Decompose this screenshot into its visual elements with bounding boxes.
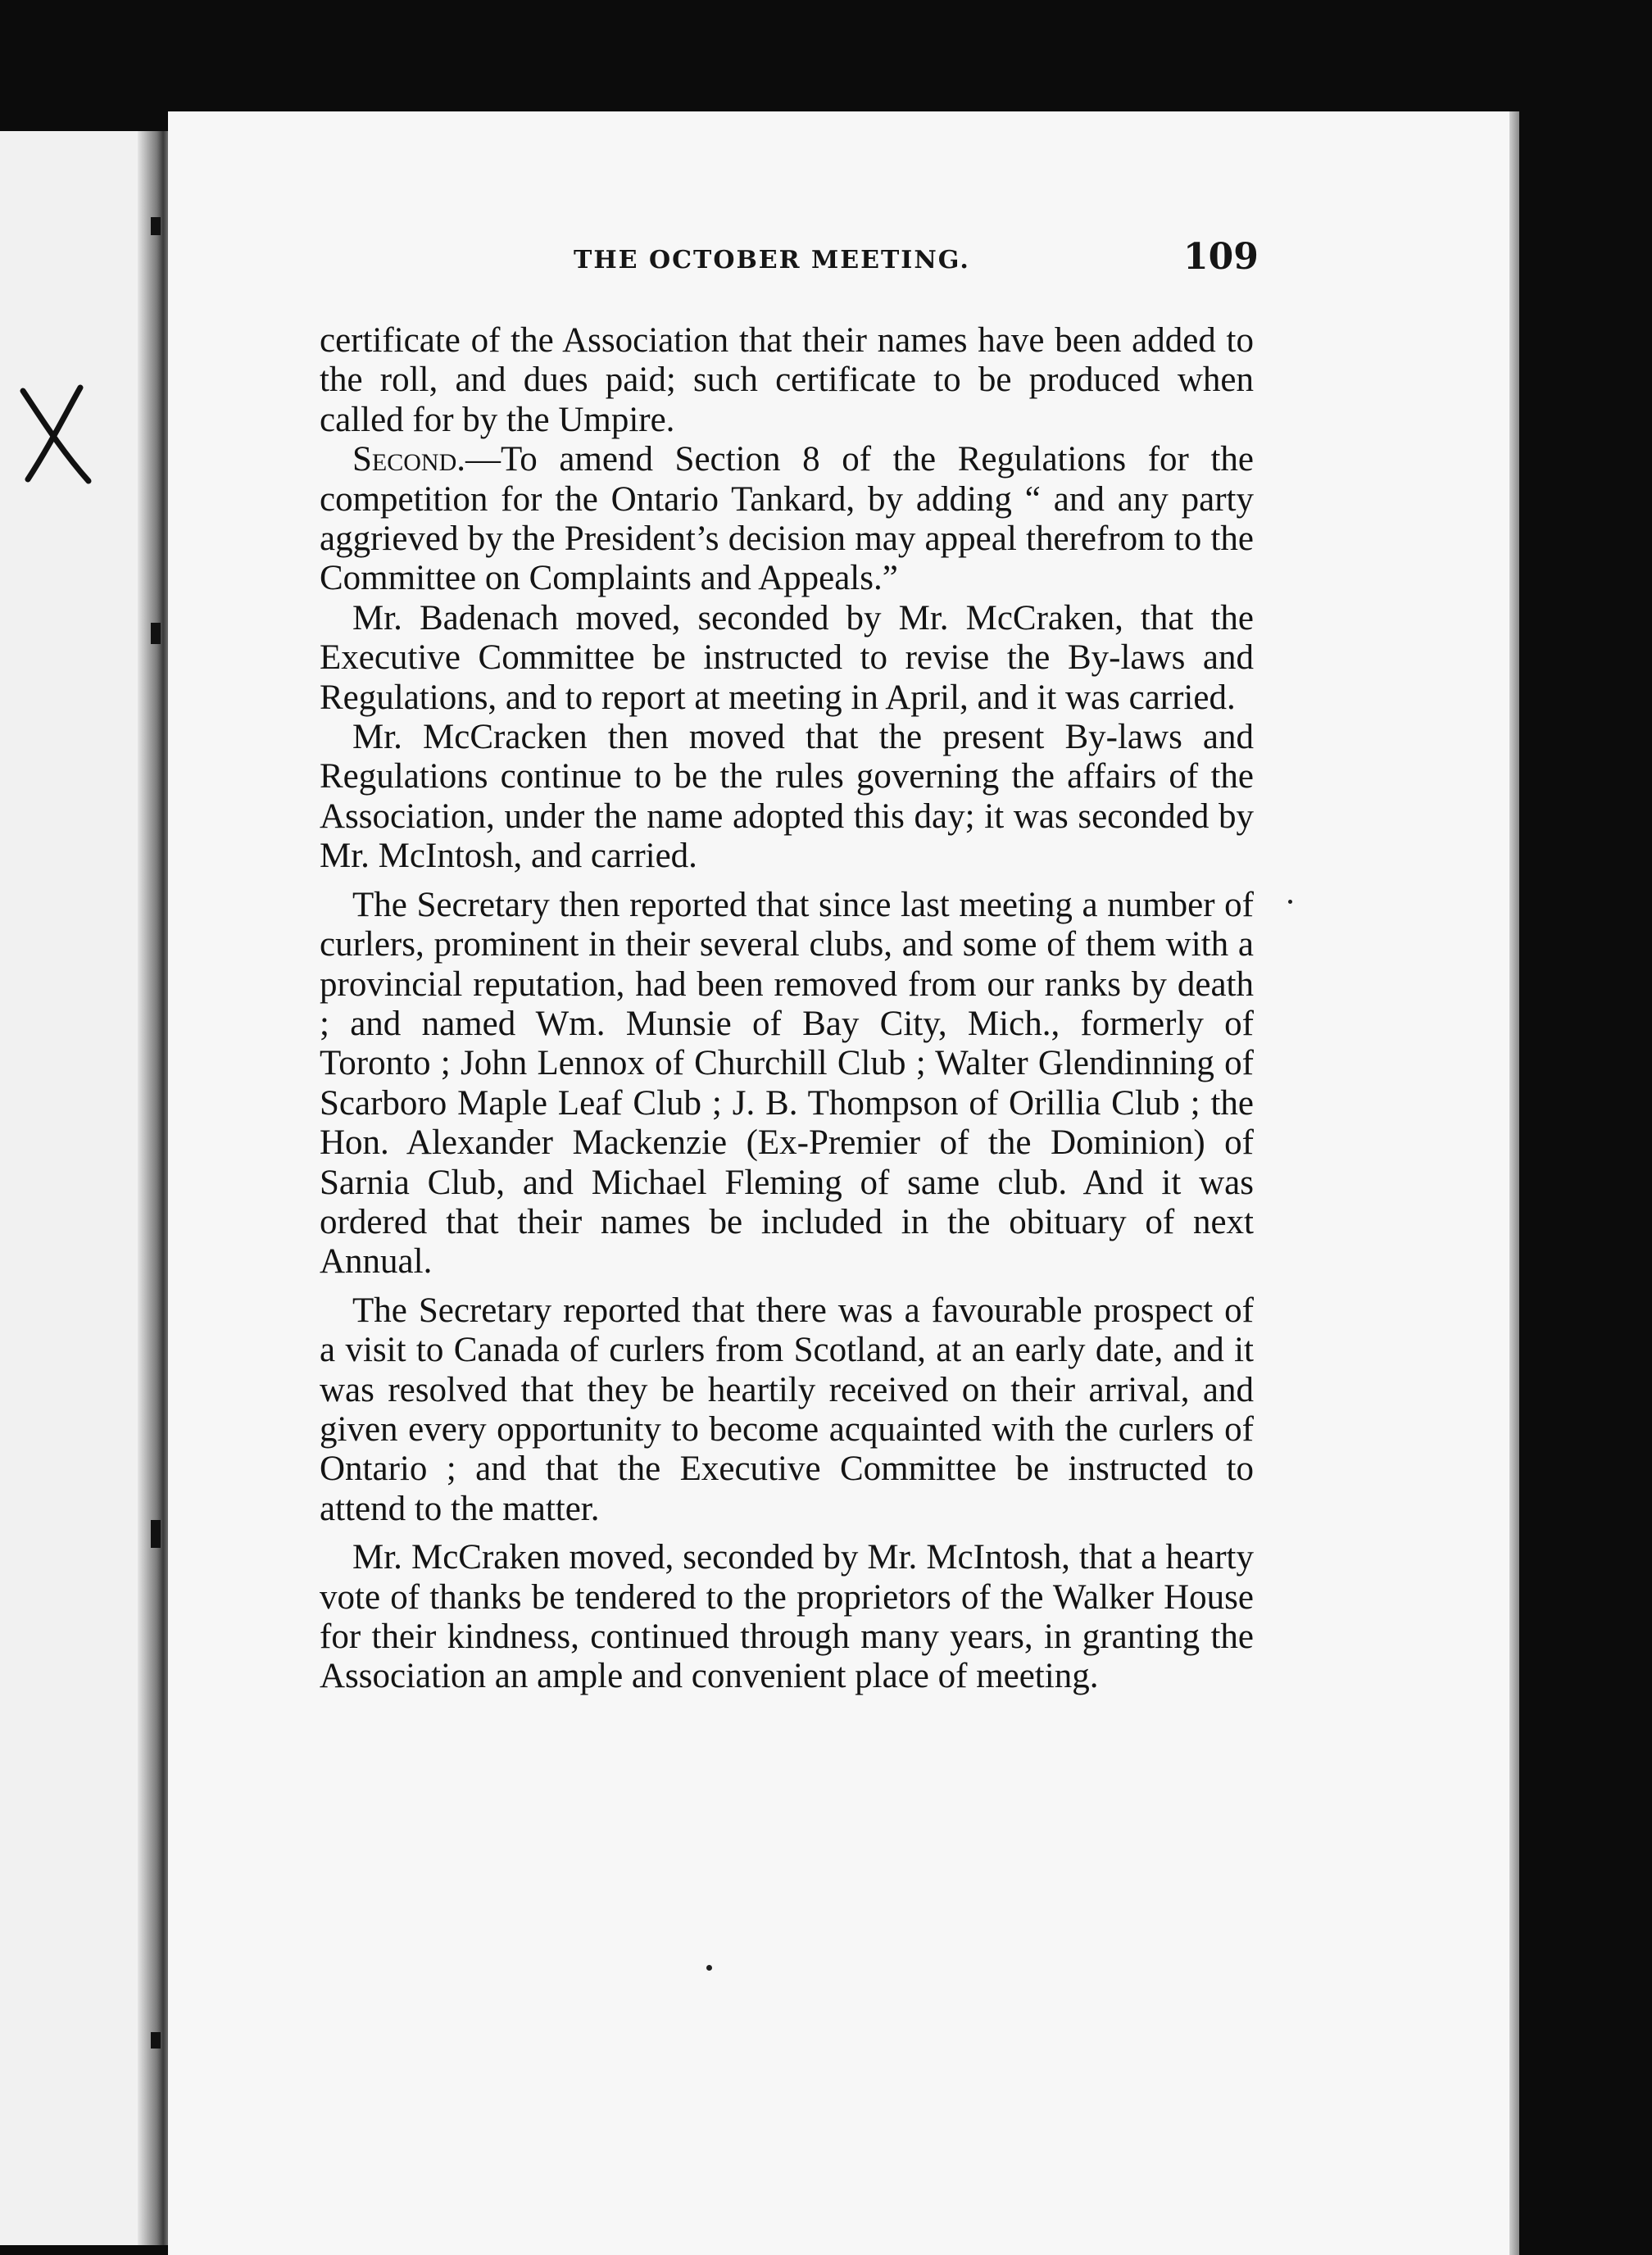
running-head: THE OCTOBER MEETING. <box>574 246 970 275</box>
gutter-stitch-mark <box>151 2032 161 2049</box>
page-edge-shadow <box>1509 111 1519 2255</box>
paragraph-lead-word: Second. <box>352 440 465 479</box>
gutter-stitch-mark <box>151 217 161 235</box>
body-text <box>320 321 1254 1706</box>
paragraph-continued: certificate of the Association that their names have been added to the roll, and dues paid; such certificate to be produced when called for by the Umpire. <box>320 321 1254 439</box>
paragraph-mccracken-motion: Mr. McCracken then moved that the present By-laws and Regulations continue to be the rules governing the affairs of the Association, under the name adopted this day; it was seconded by Mr. McIntosh, and carried. <box>320 718 1254 876</box>
ink-speck <box>1288 900 1292 904</box>
gutter-stitch-mark <box>151 1520 161 1548</box>
page-number: 109 <box>1183 236 1259 278</box>
paragraph-badenach-motion: Mr. Badenach moved, seconded by Mr. McCraken, that the Executive Committee be instructed to revise the By-laws and Regulations, and to report at meeting in April, and it was carried. <box>320 598 1254 717</box>
handwritten-x-mark-icon <box>16 381 98 488</box>
paragraph-body: —To amend Section 8 of the Regulations for the competition for the Ontario Tankard, by adding “ and any party aggrieved by the President’s decision may appeal therefrom to the Committee on Complaints and Appeals.” <box>320 440 1254 598</box>
gutter-stitch-mark <box>151 623 161 644</box>
paragraph-scotland-visit: The Secretary reported that there was a favourable prospect of a visit to Canada of curlers from Scotland, at an early date, and it was resolved that they be heartily received on their arrival, and given every opportunity to become acquainted with the curlers of Ontario ; and that the Executive Committee be instructed to attend to the matter. <box>320 1291 1254 1528</box>
paragraph-obituary-report: The Secretary then reported that since last meeting a number of curlers, prominent in their several clubs, and some of them with a provincial reputation, had been removed from our ranks by death ; and named Wm. Munsie of Bay City, Mich., formerly of Toronto ; John Lennox of Churchill Club ; Walter Glendinning of Scarboro Maple Leaf Club ; J. B. Thompson of Orillia Club ; the Hon. Alexander Mackenzie (Ex-Premier of the Dominion) of Sarnia Club, and Michael Fleming of same club. And it was ordered that their names be included in the obituary of next Annual. <box>320 885 1254 1282</box>
paragraph-second-amendment <box>320 440 1254 599</box>
ink-speck <box>706 1965 712 1971</box>
paragraph-vote-of-thanks: Mr. McCraken moved, seconded by Mr. McIntosh, that a hearty vote of thanks be tendered to the proprietors of the Walker House for their kindness, continued through many years, in granting the Association an ample and convenient place of meeting. <box>320 1538 1254 1696</box>
